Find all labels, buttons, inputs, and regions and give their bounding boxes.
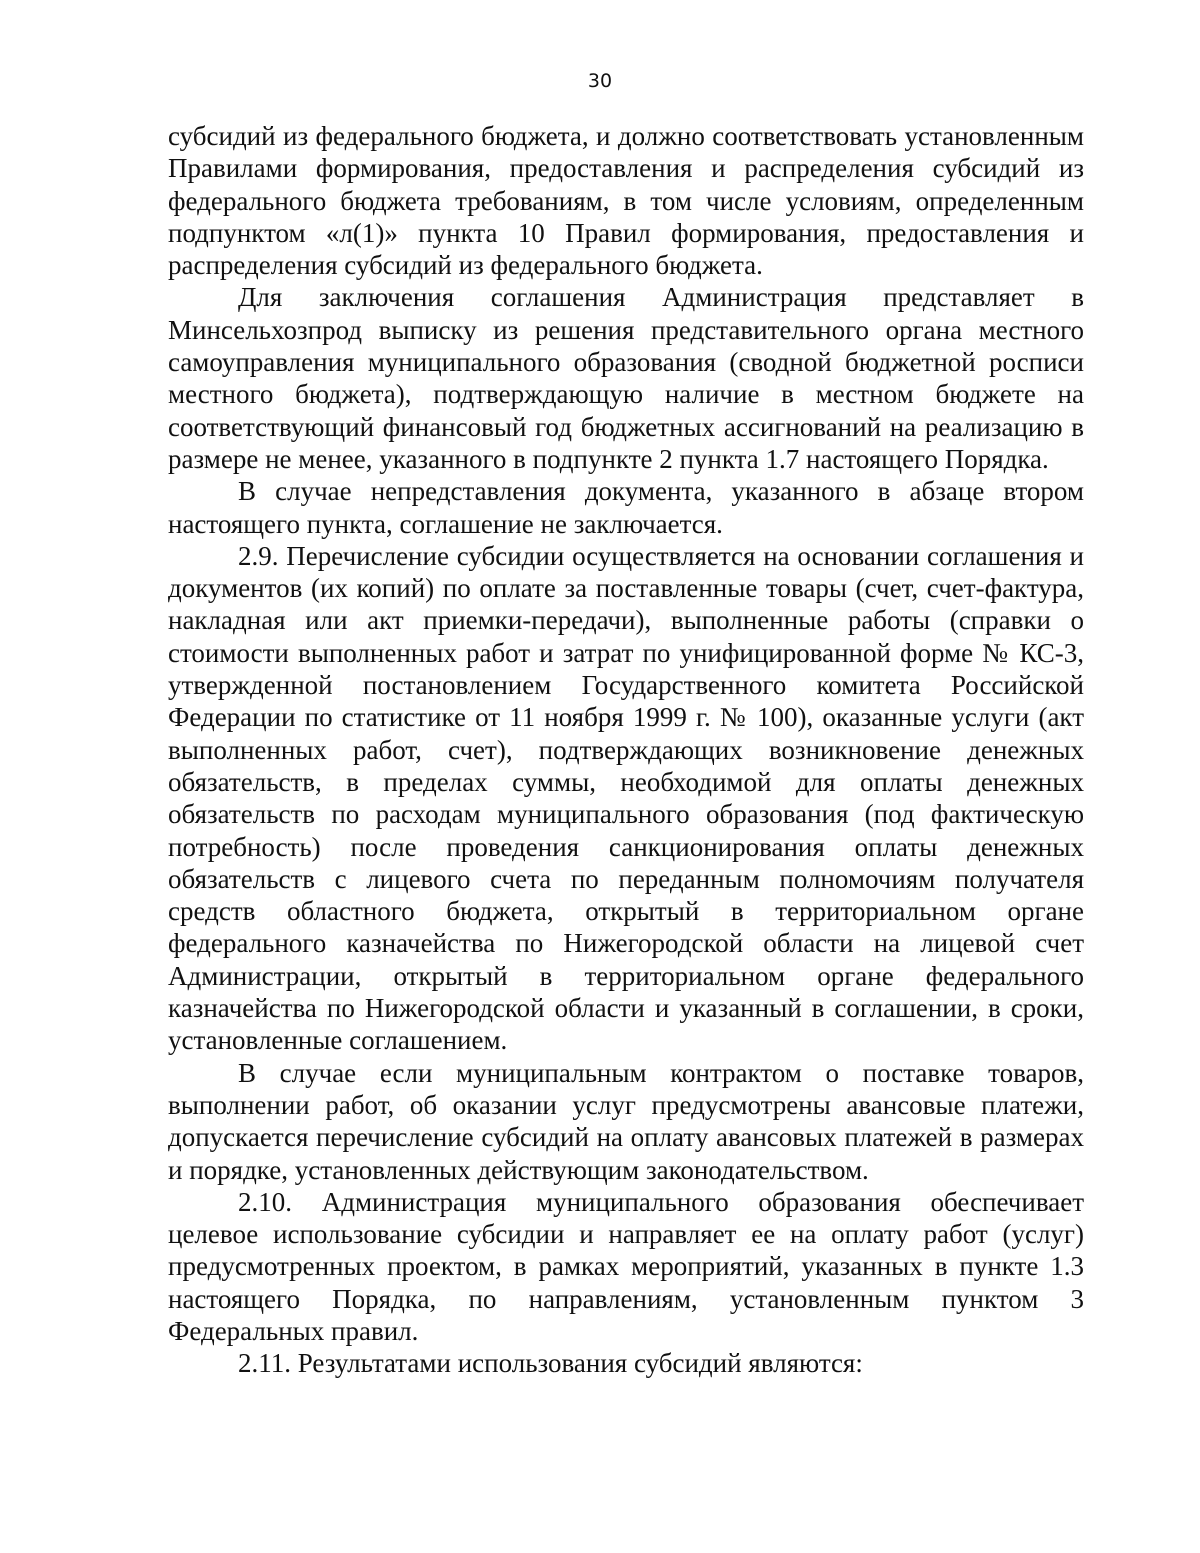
- paragraph-2-10: 2.10. Администрация муниципального образования обеспечивает целевое использование субсидии и направляет ее на оплату работ (услуг) предусмотренных проектом, в рамках мероприятий, указанных в пункте 1.3 настоящего Порядка, по направлениям, установленным пунктом 3 Федеральных правил.: [168, 1186, 1084, 1346]
- paragraph-2-11: 2.11. Результатами использования субсидий являются:: [238, 1348, 863, 1379]
- document-body: [168, 120, 1084, 1380]
- paragraph-non-submission: В случае непредставления документа, указанного в абзаце втором настоящего пункта, соглашение не заключается.: [168, 476, 1084, 539]
- paragraph-agreement-documents: Для заключения соглашения Администрация представляет в Минсельхозпрод выписку из решения представительного органа местного самоуправления муниципального образования (сводной бюджетной росписи местного бюджета), подтверждающую наличие в местном бюджете на соответствующий финансовый год бюджетных ассигнований на реализацию в размере не менее, указанного в подпункте 2 пункта 1.7 настоящего Порядка.: [168, 282, 1084, 474]
- paragraph-advance-payments: В случае если муниципальным контрактом о поставке товаров, выполнении работ, об оказании услуг предусмотрены авансовые платежи, допускается перечисление субсидий на оплату авансовых платежей в размерах и порядке, установленных действующим законодательством.: [168, 1057, 1084, 1185]
- paragraph-2-9: 2.9. Перечисление субсидии осуществляется на основании соглашения и документов (их копий) по оплате за поставленные товары (счет, счет-фактура, накладная или акт приемки-передачи), выполненные работы (справки о стоимости выполненных работ и затрат по унифицированной форме № КС-3, утвержденной постановлением Государственного комитета Российской Федерации по статистике от 11 ноября 1999 г. № 100), оказанные услуги (акт выполненных работ, счет), подтверждающих возникновение денежных обязательств, в пределах суммы, необходимой для оплаты денежных обязательств по расходам муниципального образования (под фактическую потребность) после проведения санкционирования оплаты денежных обязательств с лицевого счета по переданным полномочиям получателя средств областного бюджета, открытый в территориальном органе федерального казначейства по Нижегородской области на лицевой счет Администрации, открытый в территориальном органе федерального казначейства по Нижегородской области и указанный в соглашении, в сроки, установленные соглашением.: [168, 540, 1084, 1056]
- paragraph-continuation: субсидий из федерального бюджета, и должно соответствовать установленным Правилами формирования, предоставления и распределения субсидий из федерального бюджета требованиям, в том числе условиям, определенным подпунктом «л(1)» пункта 10 Правил формирования, предоставления и распределения субсидий из федерального бюджета.: [168, 121, 1084, 281]
- page-number: 30: [587, 70, 613, 92]
